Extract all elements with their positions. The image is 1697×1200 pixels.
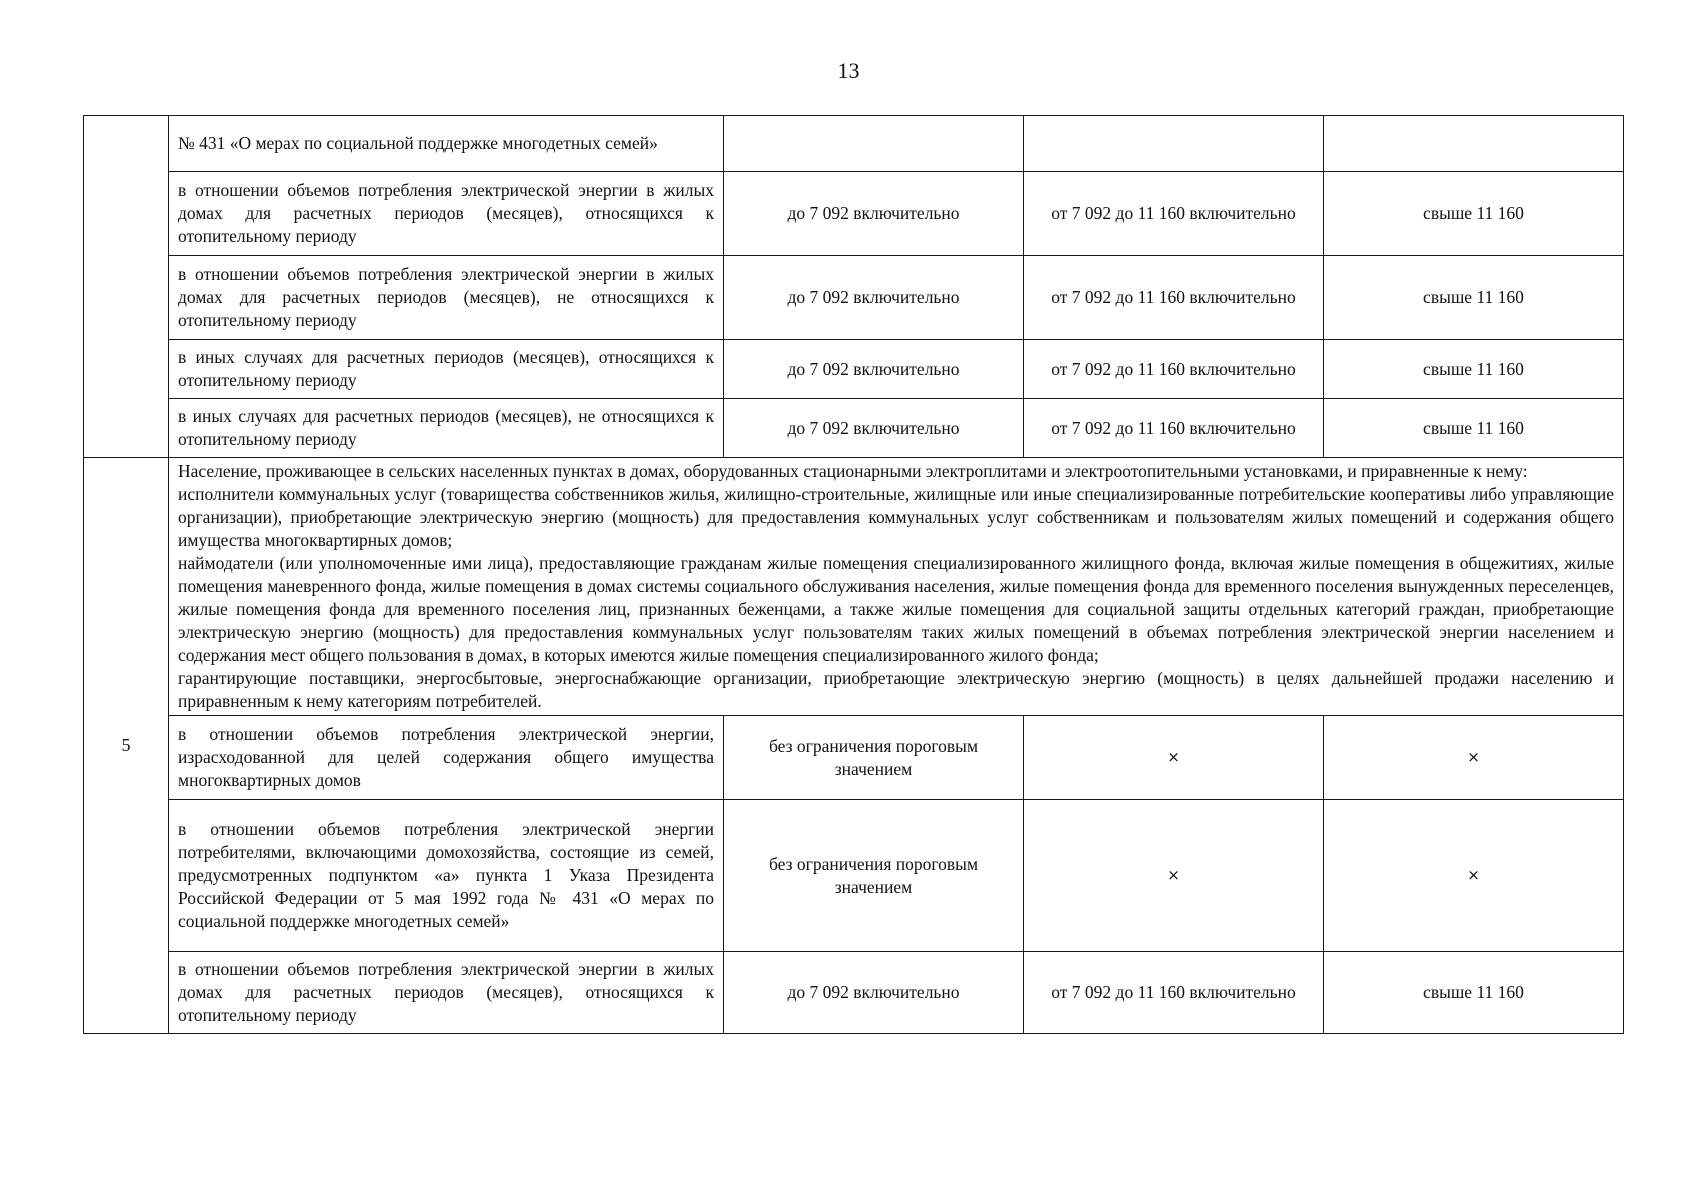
threshold-low: до 7 092 включительно xyxy=(724,340,1024,399)
threshold-high: свыше 11 160 xyxy=(1324,256,1624,340)
heading-paragraph: исполнители коммунальных услуг (товарищества собственников жилья, жилищно-строительные, жилищные или иные специализированные потребительские кооперативы либо управляющие организации), приобретающие электрическую энергию (мощность) для предоставления коммунальных услуг собственникам и пользователям жилых помещений и содержания общего имущества многоквартирных домов; xyxy=(178,484,1614,550)
threshold-low: до 7 092 включительно xyxy=(724,952,1024,1034)
row-description: в иных случаях для расчетных периодов (месяцев), не относящихся к отопительному периоду xyxy=(169,399,724,458)
not-applicable-mark: × xyxy=(1024,716,1324,800)
not-applicable-mark: × xyxy=(1324,716,1624,800)
heading-paragraph: наймодатели (или уполномоченные ими лица), предоставляющие гражданам жилые помещения специализированного жилищного фонда, включая жилые помещения в общежитиях, жилые помещения маневренного фонда, жилые помещения в домах системы социального обслуживания населения, жилые помещения фонда для временного поселения вынужденных переселенцев, жилые помещения фонда для временного поселения лиц, признанных беженцами, а также жилые помещения для социальной защиты отдельных категорий граждан, приобретающие электрическую энергию (мощность) для предоставления коммунальных услуг пользователям таких жилых помещений в объемах потребления электрической энергии населением и содержания мест общего пользования в домах, в которых имеются жилые помещения специализированного жилого фонда; xyxy=(178,553,1614,665)
row-number-cell xyxy=(84,116,169,458)
threshold-mid: от 7 092 до 11 160 включительно xyxy=(1024,952,1324,1034)
table-row xyxy=(84,116,1624,172)
table-row xyxy=(84,340,1624,399)
threshold-low: без ограничения пороговым значением xyxy=(724,800,1024,952)
threshold-mid: от 7 092 до 11 160 включительно xyxy=(1024,340,1324,399)
tariff-table xyxy=(83,115,1624,1034)
threshold-mid xyxy=(1024,116,1324,172)
section-number: 5 xyxy=(84,458,169,1034)
heading-paragraph: гарантирующие поставщики, энергосбытовые, энергоснабжающие организации, приобретающие электрическую энергию (мощность) в целях дальнейшей продажи населению и приравненным к нему категориям потребителей. xyxy=(178,668,1614,711)
table-row xyxy=(84,716,1624,800)
threshold-low: без ограничения пороговым значением xyxy=(724,716,1024,800)
threshold-low: до 7 092 включительно xyxy=(724,256,1024,340)
threshold-high: свыше 11 160 xyxy=(1324,952,1624,1034)
section-5-heading xyxy=(169,458,1624,716)
row-description: в отношении объемов потребления электрической энергии потребителями, включающими домохозяйства, состоящие из семей, предусмотренных подпунктом «а» пункта 1 Указа Президента Российской Федерации от 5 мая 1992 года № 431 «О мерах по социальной поддержке многодетных семей» xyxy=(169,800,724,952)
threshold-high xyxy=(1324,116,1624,172)
row-description: в иных случаях для расчетных периодов (месяцев), относящихся к отопительному периоду xyxy=(169,340,724,399)
threshold-low: до 7 092 включительно xyxy=(724,172,1024,256)
table-row xyxy=(84,952,1624,1034)
row-description: в отношении объемов потребления электрической энергии, израсходованной для целей содержания общего имущества многоквартирных домов xyxy=(169,716,724,800)
threshold-high: свыше 11 160 xyxy=(1324,340,1624,399)
not-applicable-mark: × xyxy=(1324,800,1624,952)
threshold-high: свыше 11 160 xyxy=(1324,172,1624,256)
table-row xyxy=(84,172,1624,256)
row-description: в отношении объемов потребления электрической энергии в жилых домах для расчетных периодов (месяцев), относящихся к отопительному периоду xyxy=(169,952,724,1034)
row-description: в отношении объемов потребления электрической энергии в жилых домах для расчетных периодов (месяцев), относящихся к отопительному периоду xyxy=(169,172,724,256)
heading-paragraph: Население, проживающее в сельских населенных пунктах в домах, оборудованных стационарными электроплитами и электроотопительными установками, и приравненные к нему: xyxy=(178,461,1528,481)
not-applicable-mark: × xyxy=(1024,800,1324,952)
threshold-low xyxy=(724,116,1024,172)
row-description: в отношении объемов потребления электрической энергии в жилых домах для расчетных периодов (месяцев), не относящихся к отопительному периоду xyxy=(169,256,724,340)
threshold-low: до 7 092 включительно xyxy=(724,399,1024,458)
table-row xyxy=(84,399,1624,458)
threshold-mid: от 7 092 до 11 160 включительно xyxy=(1024,256,1324,340)
table-row xyxy=(84,800,1624,952)
threshold-high: свыше 11 160 xyxy=(1324,399,1624,458)
row-description: № 431 «О мерах по социальной поддержке многодетных семей» xyxy=(169,116,724,172)
section-5-heading-row xyxy=(84,458,1624,716)
threshold-mid: от 7 092 до 11 160 включительно xyxy=(1024,399,1324,458)
threshold-mid: от 7 092 до 11 160 включительно xyxy=(1024,172,1324,256)
table-row xyxy=(84,256,1624,340)
page-number: 13 xyxy=(837,58,860,83)
